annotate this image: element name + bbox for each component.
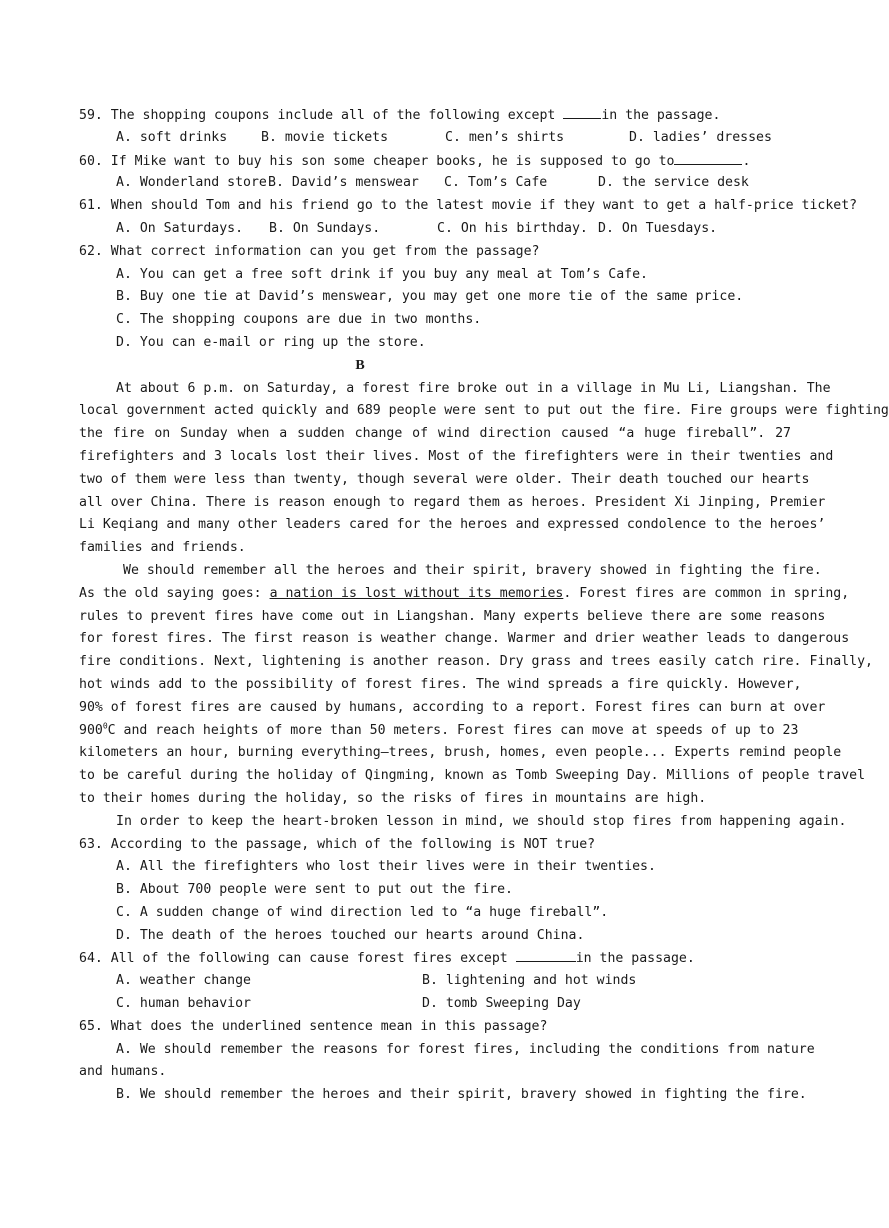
question-65-option-a-cont: and humans. <box>79 1064 167 1080</box>
option-d: D. tomb Sweeping Day <box>422 996 581 1012</box>
passage-line: fire conditions. Next, lightening is another reason. Dry grass and trees easily catch rire. Finally, <box>79 654 873 670</box>
question-60-options <box>79 172 791 195</box>
question-64-stem <box>79 947 791 970</box>
section-b-heading: B <box>355 357 365 373</box>
exam-page <box>79 104 889 1107</box>
answer-blank <box>563 104 601 119</box>
question-60-stem <box>79 150 791 173</box>
question-64-text: 64. All of the following can cause forest fires except <box>79 951 516 967</box>
question-62-stem: 62. What correct information can you get from the passage? <box>79 243 540 259</box>
option-d: D. ladies’ dresses <box>629 129 772 145</box>
option-c: C. men’s shirts <box>445 129 565 145</box>
question-63-stem: 63. According to the passage, which of the following is NOT true? <box>79 836 596 852</box>
option-c: C. Tom’s Cafe <box>444 175 548 191</box>
question-59-stem <box>79 104 791 127</box>
question-65-stem: 65. What does the underlined sentence mean in this passage? <box>79 1018 548 1034</box>
question-61-options <box>79 218 791 241</box>
option-a: A. On Saturdays. <box>116 220 244 236</box>
passage-text: 900 <box>79 722 103 738</box>
passage-line: two of them were less than twenty, though several were older. Their death touched our hearts <box>79 471 810 487</box>
question-59-options <box>79 127 791 150</box>
passage-text: C and reach heights of more than 50 meters. Forest fires can move at speeds of up to 23 <box>107 722 799 738</box>
option-d: D. the service desk <box>598 175 749 191</box>
option-a: A. soft drinks <box>116 129 228 145</box>
question-65-option-b: B. We should remember the heroes and their spirit, bravery showed in fighting the fire. <box>116 1087 807 1103</box>
question-64-options-row1 <box>79 970 791 993</box>
question-63-option-b: B. About 700 people were sent to put out the fire. <box>116 882 513 898</box>
question-59-text: 59. The shopping coupons include all of the following except <box>79 108 564 123</box>
option-b: B. lightening and hot winds <box>422 973 637 989</box>
passage-line: Li Keqiang and many other leaders cared for the heroes and expressed condolence to the heroes’ <box>79 517 826 533</box>
passage-text: As the old saying goes: <box>79 585 270 601</box>
option-c: C. On his birthday. <box>437 220 588 236</box>
option-a: A. Wonderland store <box>116 175 267 191</box>
option-a: A. weather change <box>116 973 251 989</box>
question-62-option-b: B. Buy one tie at David’s menswear, you may get one more tie of the same price. <box>116 289 744 305</box>
passage-line: At about 6 p.m. on Saturday, a forest fire broke out in a village in Mu Li, Liangshan. The <box>116 380 831 396</box>
question-63-option-d: D. The death of the heroes touched our hearts around China. <box>116 927 585 943</box>
question-61-stem: 61. When should Tom and his friend go to the latest movie if they want to get a half-price ticket? <box>79 198 858 214</box>
passage-line: to be careful during the holiday of Qingming, known as Tomb Sweeping Day. Millions of people travel <box>79 768 866 784</box>
underlined-sentence: a nation is lost without its memories <box>269 585 564 601</box>
passage-line: all over China. There is reason enough to regard them as heroes. President Xi Jinping, Premier <box>79 494 826 510</box>
question-65-option-a: A. We should remember the reasons for forest fires, including the conditions from nature <box>116 1041 815 1057</box>
answer-blank <box>516 947 576 962</box>
question-62-option-d: D. You can e-mail or ring up the store. <box>116 334 426 350</box>
option-b: B. movie tickets <box>261 129 389 145</box>
option-d: D. On Tuesdays. <box>598 220 718 236</box>
question-60-text: 60. If Mike want to buy his son some cheaper books, he is supposed to go to <box>79 153 675 169</box>
passage-line: firefighters and 3 locals lost their lives. Most of the firefighters were in their twenties and <box>79 448 834 464</box>
question-62-option-c: C. The shopping coupons are due in two months. <box>116 312 482 328</box>
question-63-option-a: A. All the firefighters who lost their lives were in their twenties. <box>116 859 656 875</box>
passage-line: families and friends. <box>79 540 246 556</box>
question-63-option-c: C. A sudden change of wind direction led to “a huge fireball”. <box>116 904 609 920</box>
passage-line: hot winds add to the possibility of forest fires. The wind spreads a fire quickly. However, <box>79 676 802 692</box>
question-62-option-a: A. You can get a free soft drink if you buy any meal at Tom’s Cafe. <box>116 266 648 282</box>
passage-line: kilometers an hour, burning everything—trees, brush, homes, even people... Experts remind people <box>79 745 842 761</box>
option-c: C. human behavior <box>116 996 251 1012</box>
passage-text: . Forest fires are common in spring, <box>563 585 850 601</box>
question-64-text-end: in the passage. <box>575 951 695 967</box>
option-b: B. On Sundays. <box>269 220 381 236</box>
degree-superscript: 0 <box>102 721 108 731</box>
question-60-text-end: . <box>742 153 751 169</box>
passage-line: We should remember all the heroes and their spirit, bravery showed in fighting the fire. <box>123 562 822 578</box>
passage-line: to their homes during the holiday, so the risks of fires in mountains are high. <box>79 790 707 806</box>
passage-line-underlined-sentence <box>79 583 850 606</box>
question-64-options-row2 <box>79 993 791 1016</box>
passage-line-temperature <box>79 720 799 743</box>
passage-line: local government acted quickly and 689 people were sent to put out the fire. Fire groups were fighting <box>79 403 889 419</box>
passage-line: the fire on Sunday when a sudden change of wind direction caused “a huge fireball”. 27 <box>79 426 791 442</box>
answer-blank <box>674 150 742 165</box>
question-59-text-end: in the passage. <box>601 108 721 123</box>
option-b: B. David’s menswear <box>268 175 419 191</box>
passage-line: rules to prevent fires have come out in Liangshan. Many experts believe there are some reasons <box>79 608 826 624</box>
passage-line: for forest fires. The first reason is weather change. Warmer and drier weather leads to dangerous <box>79 631 850 647</box>
passage-line: In order to keep the heart-broken lesson in mind, we should stop fires from happening again. <box>116 813 847 829</box>
passage-line: 90% of forest fires are caused by humans, according to a report. Forest fires can burn at over <box>79 699 826 715</box>
